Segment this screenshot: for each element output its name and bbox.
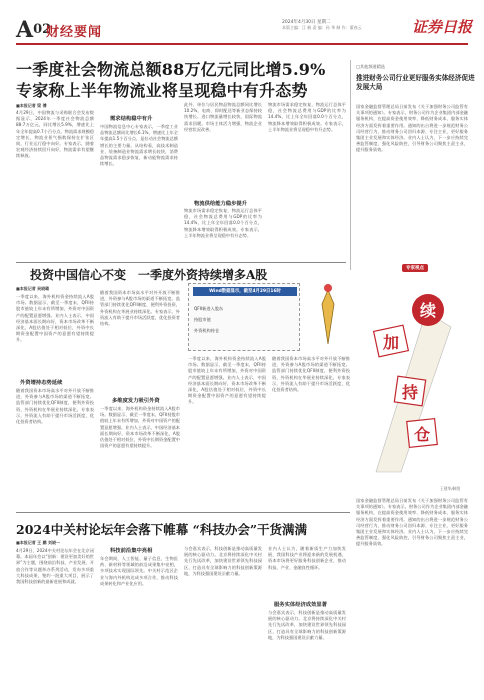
- sidebar-divider: [350, 60, 351, 270]
- page-number: A02: [16, 17, 52, 43]
- data-box-line-2: 持股市值: [194, 317, 211, 322]
- lead-title-1: 一季度社会物流总额88万亿元同比增5.9%: [16, 60, 326, 79]
- newspaper-logo: 证券日报: [412, 18, 473, 36]
- bottom-col-2: 年会期间，人工智能、量子信息、生物医药、新材料等领域的前沿成果集中亮相，多项技术实现国际领先。中关村示范区企业与海内外机构达成多项合作，推动科技成果转化和产业化应用。: [100, 556, 178, 586]
- header-rule: [16, 43, 468, 45]
- lead-col-1: 4月29日，中国物流与采购联合会发布数据显示，2024年一季度社会物流总额88.7万亿元，同比增长5.9%，增速比上年全年提高0.7个百分点。物流需求规模稳定增长，物流业景气指数保持在扩张区间，行业运行稳中向好。专家表示，随着宏观经济持续回升向好，物流需求有望继续释放。: [16, 110, 94, 159]
- page-header: [0, 0, 484, 46]
- lead-col-4: 物流市场需求稳定恢复，物流运行总体平稳，社会物流总费用与GDP的比率为14.4%，比上年全年回落0.0个百分点，物流降本增效取得积极成效。专家表示，上半年物流业将呈现稳中有升态势。: [268, 102, 346, 132]
- article2-col-3: 一季度以来，海外机构资金持续流入A股市场。数据显示，截至一季度末，QFII持股市值较上年末有所增加，外资对中国资产的配置意愿增强。业内人士表示，中国经济基本面长期向好，资本市场改革不断深化，A股估值处于相对低位，外资中长期资金配置中国资产的意愿有望持续提升。: [188, 356, 266, 405]
- article2-col-1b: 随着我国资本市场高水平对外开放不断推进，外资参与A股市场的渠道不断拓宽。监管部门持续优化QFII制度，便利外资投资，外资机构在华展业持续深化。专家表示，外资流入有助于提升市场活跃度，优化投资者结构。: [16, 388, 94, 425]
- bottom-byline: ■本报记者 王 鹏 刘晓一: [16, 540, 60, 545]
- right-col-text: 国家金融监督管理总局日前发布《关于加强财务公司监管有关事项的通知》。专家表示，财务公司作为企业集团内部金融服务机构，在提高资金使用效率、降低财务成本、服务实体经济方面发挥着重要作用。通知的出台将进一步规范财务公司经营行为，推动财务公司回归本源、专注主业，更好服务集团主业发展和实体经济。业内人士认为，下一步应持续完善监管制度，强化风险防控，引导财务公司聚焦主责主业，提升服务质效。: [356, 498, 468, 547]
- lead-sub-a: 需求结构稳中有升: [110, 116, 153, 122]
- art-char-1: 续: [419, 301, 437, 320]
- bottom-title: 2024中关村论坛年会落下帷幕 “科技办会”干货满满: [16, 522, 308, 537]
- bottom-sub-2: 服务实体经济成效显著: [274, 602, 327, 608]
- data-box: [188, 283, 300, 351]
- article2-sub-1: 外资增持态势延续: [20, 380, 63, 386]
- lead-byline: ■本报记者 梁 傅: [16, 103, 47, 108]
- bottom-col-4b: 与会嘉宾表示，科技创新是推动高质量发展的核心驱动力。北京将持续深化中关村先行先试改革，加快建设世界领先科技园区，打造具有全球影响力的科技创新策源地，为科技强国建设贡献力量。: [268, 610, 346, 640]
- section-divider-1: [16, 262, 346, 263]
- sidebar-label: □其他频道精选: [356, 64, 386, 69]
- article2-col-4: 随着我国资本市场高水平对外开放不断推进，外资参与A股市场的渠道不断拓宽。监管部门持续优化QFII制度，便利外资投资，外资机构在华展业持续深化。专家表示，外资流入有助于提升市场活跃度，优化投资者结构。: [272, 356, 350, 393]
- article2-col-1: 一季度以来，海外机构资金持续流入A股市场。数据显示，截至一季度末，QFII持股市值较上年末有所增加，外资对中国资产的配置意愿增强。业内人士表示，中国经济基本面长期向好，资本市场改革不断深化，A股估值处于相对低位，外资中长期资金配置中国资产的意愿有望持续提升。: [16, 294, 94, 343]
- lead-sub-b: 物流供给能力稳步提升: [194, 201, 247, 207]
- section-title: 财经要闻: [46, 25, 103, 40]
- expert-badge: 专家视点: [402, 264, 428, 272]
- data-box-line-1: QFII新进入股东: [194, 306, 224, 311]
- sidebar-body: 国家金融监督管理总局日前发布《关于加强财务公司监管有关事项的通知》。专家表示，财务公司作为企业集团内部金融服务机构，在提高资金使用效率、降低财务成本、服务实体经济方面发挥着重要作用。通知的出台将进一步规范财务公司经营行为，推动财务公司回归本源、专注主业，更好服务集团主业发展和实体经济。业内人士认为，下一步应持续完善监管制度，强化风险防控，引导财务公司聚焦主责主业，提升服务质效。: [356, 104, 468, 153]
- art-char-2: 加: [382, 333, 400, 352]
- lead-col-3b: 物流市场需求稳定恢复，物流运行总体平稳，社会物流总费用与GDP的比率为14.4%，比上年全年回落0.0个百分点，物流降本增效取得积极成效。专家表示，上半年物流业将呈现稳中有升态势。: [184, 208, 262, 238]
- bottom-col-4a: 业内人士认为，随着新质生产力加快发展，我国科技产业将迎来新的发展机遇，资本市场将更好服务科技创新企业，推动科技、产业、金融良性循环。: [268, 546, 346, 570]
- issue-date: 2024年4月30日 星期二: [282, 20, 331, 25]
- article2-byline: ■本报记者 吴晓璐: [16, 286, 50, 291]
- sidebar-title: 推进财务公司行业更好服务实体经济促进发展大局: [356, 74, 475, 91]
- buy-illustration: [306, 282, 350, 352]
- article2-sub-2: 多维度发力吸引外资: [112, 398, 160, 404]
- lead-col-2: 中国物流信息中心专家表示，一季度工业品物流总额同比增长6.1%，增速比上年全年提高1.5个百分点，是拉动社会物流总额增长的主要力量。从结构看，高技术制造业、装备制造业物流需求增长较快，消费品物流需求稳步恢复，新动能物流需求持续增长。: [100, 124, 178, 167]
- art-char-3: 持: [401, 383, 419, 402]
- section-divider-2: [16, 512, 350, 513]
- article2-col-2: 随着我国资本市场高水平对外开放不断推进，外资参与A股市场的渠道不断拓宽。监管部门持续优化QFII制度，便利外资投资，外资机构在华展业持续深化。专家表示，外资流入有助于提升市场活跃度，优化投资者结构。: [100, 290, 180, 327]
- editor-line: 本版主编：江 帆 责 编：孙 华 制 作：董春云: [282, 25, 362, 30]
- lead-title-2: 专家称上半年物流业将呈现稳中有升态势: [16, 81, 308, 100]
- illustration-caption: 王建华/制图: [440, 486, 461, 491]
- lead-col-3: 此外，单位与居民物品物流总额同比增长10.2%，电商、即时配送等新业态保持较快增长。进口物流量增长较快，国际物流需求回暖。市场主体活力增强，物流企业经营状况改善。: [184, 102, 262, 132]
- bottom-sub-1: 科技前沿集中亮相: [110, 548, 153, 554]
- bottom-col-3: 与会嘉宾表示，科技创新是推动高质量发展的核心驱动力。北京将持续深化中关村先行先试改革，加快建设世界领先科技园区，打造具有全球影响力的科技创新策源地，为科技强国建设贡献力量。: [184, 546, 262, 576]
- article2-title: 投资中国信心不变 一季度外资持续增多A股: [30, 268, 268, 282]
- data-box-title: Wind数据显示，截至4月29日16时: [193, 287, 297, 296]
- word-blocks-illustration: [356, 282, 468, 482]
- bottom-col-1: 4月29日，2024中关村论坛年会在北京闭幕。本届年会以“创新：建设更加美好的世界”为主题，围绕前沿科技、产业发展、开放合作等议题举办系列活动，发布多项重大科技成果，签约一批重大项目，展示了我国科技创新的最新进展和成就。: [16, 548, 94, 585]
- article2-col-2b: 一季度以来，海外机构资金持续流入A股市场。数据显示，截至一季度末，QFII持股市值较上年末有所增加，外资对中国资产的配置意愿增强。业内人士表示，中国经济基本面长期向好，资本市场改革不断深化，A股估值处于相对低位，外资中长期资金配置中国资产的意愿有望持续提升。: [100, 406, 180, 449]
- art-char-4: 仓: [413, 425, 431, 444]
- data-box-line-3: 外资机构持仓: [194, 328, 220, 333]
